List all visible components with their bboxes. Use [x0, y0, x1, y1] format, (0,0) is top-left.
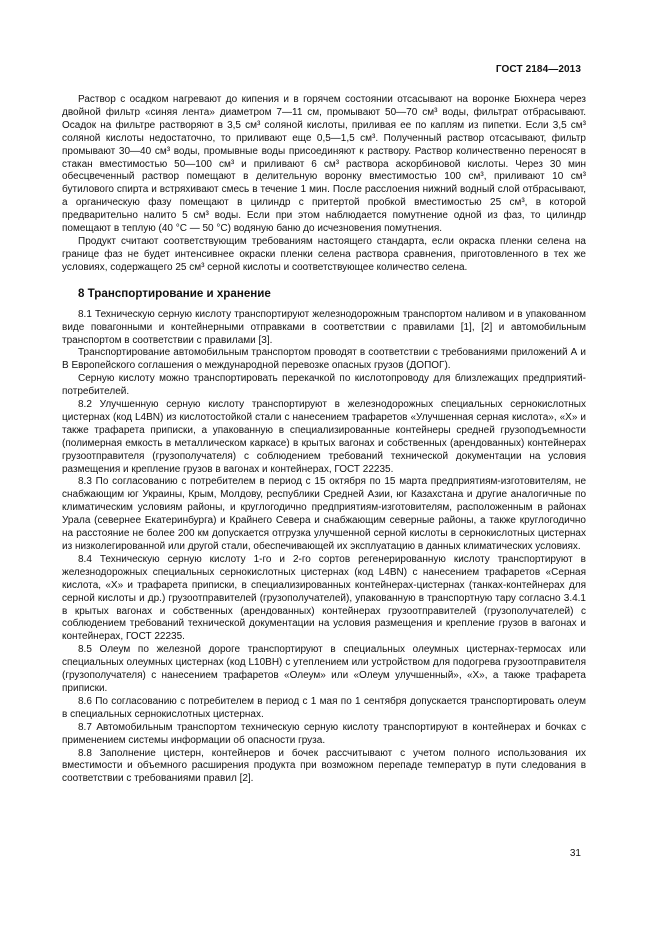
- paragraph-8-7: 8.7 Автомобильным транспортом техническую серную кислоту транспортируют в контейнерах и бочках с применением системы информации об опасности груза.: [62, 721, 586, 746]
- page-content: [62, 94, 586, 786]
- standard-header: ГОСТ 2184—2013: [495, 64, 581, 75]
- paragraph-8-1-road: Транспортирование автомобильным транспортом проводят в соответствии с требованиями приложений А и В Европейского соглашения о международной перевозке опасных грузов (ДОПОГ).: [62, 347, 586, 372]
- paragraph-intro-1: Раствор с осадком нагревают до кипения и в горячем состоянии отсасывают на воронке Бюхнера через двойной фильтр «синяя лента» диаметром 7—11 см, промывают 50—70 см³ воды, фильтрат отбрасывают. Осадок на фильтре растворяют в 3,5 см³ соляной кислоты, приливая ее по каплям из пипетки. Если 3,5 см³ соляной кислоты недостаточно, то приливают еще 0,5—1,5 см³. Полученный раствор отсасывают, фильтр промывают 30—40 см³ воды, промывные воды присоединяют к раствору. Раствор количественно переносят в стакан вместимостью 50—100 см³ и приливают 6 см³ раствора аскорбиновой кислоты. Через 30 мин обесцвеченный раствор помещают в делительную воронку вместимостью 100 см³, приливают 10 см³ бутилового спирта и встряхивают смесь в течение 1 мин. После расслоения нижний водный слой отбрасывают, а органическую фазу помещают в цилиндр с притертой пробкой вместимостью 25 см³, в которой предварительно налито 5 см³ воды. Если при этом наблюдается помутнение одной из фаз, то цилиндр помещают в теплую (40 °С — 50 °С) водяную баню до исчезновения помутнения.: [62, 94, 586, 235]
- section-title: 8 Транспортирование и хранение: [78, 286, 271, 300]
- paragraph-8-8: 8.8 Заполнение цистерн, контейнеров и бочек рассчитывают с учетом полного использования их вместимости и объемного расширения продукта при возможном перепаде температур в пути следования в соответствии с требованиями правил [2].: [62, 747, 586, 785]
- paragraph-8-4: 8.4 Техническую серную кислоту 1-го и 2-го сортов регенерированную кислоту транспортируют в железнодорожных специальных сернокислотных цистернах (код L4BN) с нанесением трафаретов «Серная кислота, «Х» и трафарета приписки, в специализированных контейнерах-цистернах (танках-контейнерах для серной кислоты и др.) грузоотправителей (грузополучателей), упакованную в транспортную тару согласно 3.4.1 в крытых вагонах и собственных (арендованных) контейнерах грузоотправителей (грузополучателей) с соблюдением требований технической документации на условия размещения и крепление грузов в вагонах и контейнерах, ГОСТ 22235.: [62, 553, 586, 643]
- paragraph-8-6: 8.6 По согласованию с потребителем в период с 1 мая по 1 сентября допускается транспортировать олеум в специальных сернокислотных цистернах.: [62, 695, 586, 720]
- paragraph-8-1: 8.1 Техническую серную кислоту транспортируют железнодорожным транспортом наливом и в упакованном виде повагонными и контейнерными отправками в соответствии с правилами [1], [2] и автомобильным транспортом в соответствии с правилами [3].: [62, 308, 586, 346]
- paragraph-intro-2: Продукт считают соответствующим требованиям настоящего стандарта, если окраска пленки селена на границе фаз не будет интенсивнее окраски пленки селена раствора сравнения, приготовленного в тех же условиях, содержащего 25 см³ серной кислоты и соответствующее количество селена.: [62, 235, 586, 273]
- paragraph-8-3: 8.3 По согласованию с потребителем в период с 15 октября по 15 марта предприятиям-изготовителям, не снабжающим юг Украины, Крым, Молдову, республики Средней Азии, юг Казахстана и другие аналогичные по климатическим условиям районы, и круглогодично предприятиям-изготовителям, расположенным в районах Урала (севернее Екатеринбурга) и Крайнего Севера и снабжающим северные районы, а также круглогодично на расстояние не более 200 км допускается отгрузка улучшенной серной кислоты в сернокислотных цистернах из низколегированной или другой стали, обеспечивающей их эксплуатацию в данных климатических условиях.: [62, 476, 586, 552]
- paragraph-8-1-pipeline: Серную кислоту можно транспортировать перекачкой по кислотопроводу для близлежащих предприятий-потребителей.: [62, 373, 586, 398]
- paragraph-8-5: 8.5 Олеум по железной дороге транспортируют в специальных олеумных цистернах-термосах или специальных олеумных цистернах (код L10BH) с утеплением или устройством для подогрева грузоотправителя (грузополучателя) с нанесением трафаретов «Олеум» или «Олеум улучшенный», «Х», а также трафарета приписки.: [62, 644, 586, 694]
- paragraph-8-2: 8.2 Улучшенную серную кислоту транспортируют в железнодорожных специальных сернокислотных цистернах (код L4BN) из кислотостойкой стали с нанесением трафаретов «Улучшенная серная кислота», «Х» и также трафарета приписки, а упакованную в специализированные контейнеры средней грузоподъемности (полимерная емкость в металлическом каркасе) в крытых вагонах и собственных (арендованных) контейнерах грузоотправителя (грузополучателя) с соблюдением требований технической документации на условия размещения и крепление грузов в вагонах и контейнерах, ГОСТ 22235.: [62, 399, 586, 475]
- page-number: 31: [569, 848, 581, 859]
